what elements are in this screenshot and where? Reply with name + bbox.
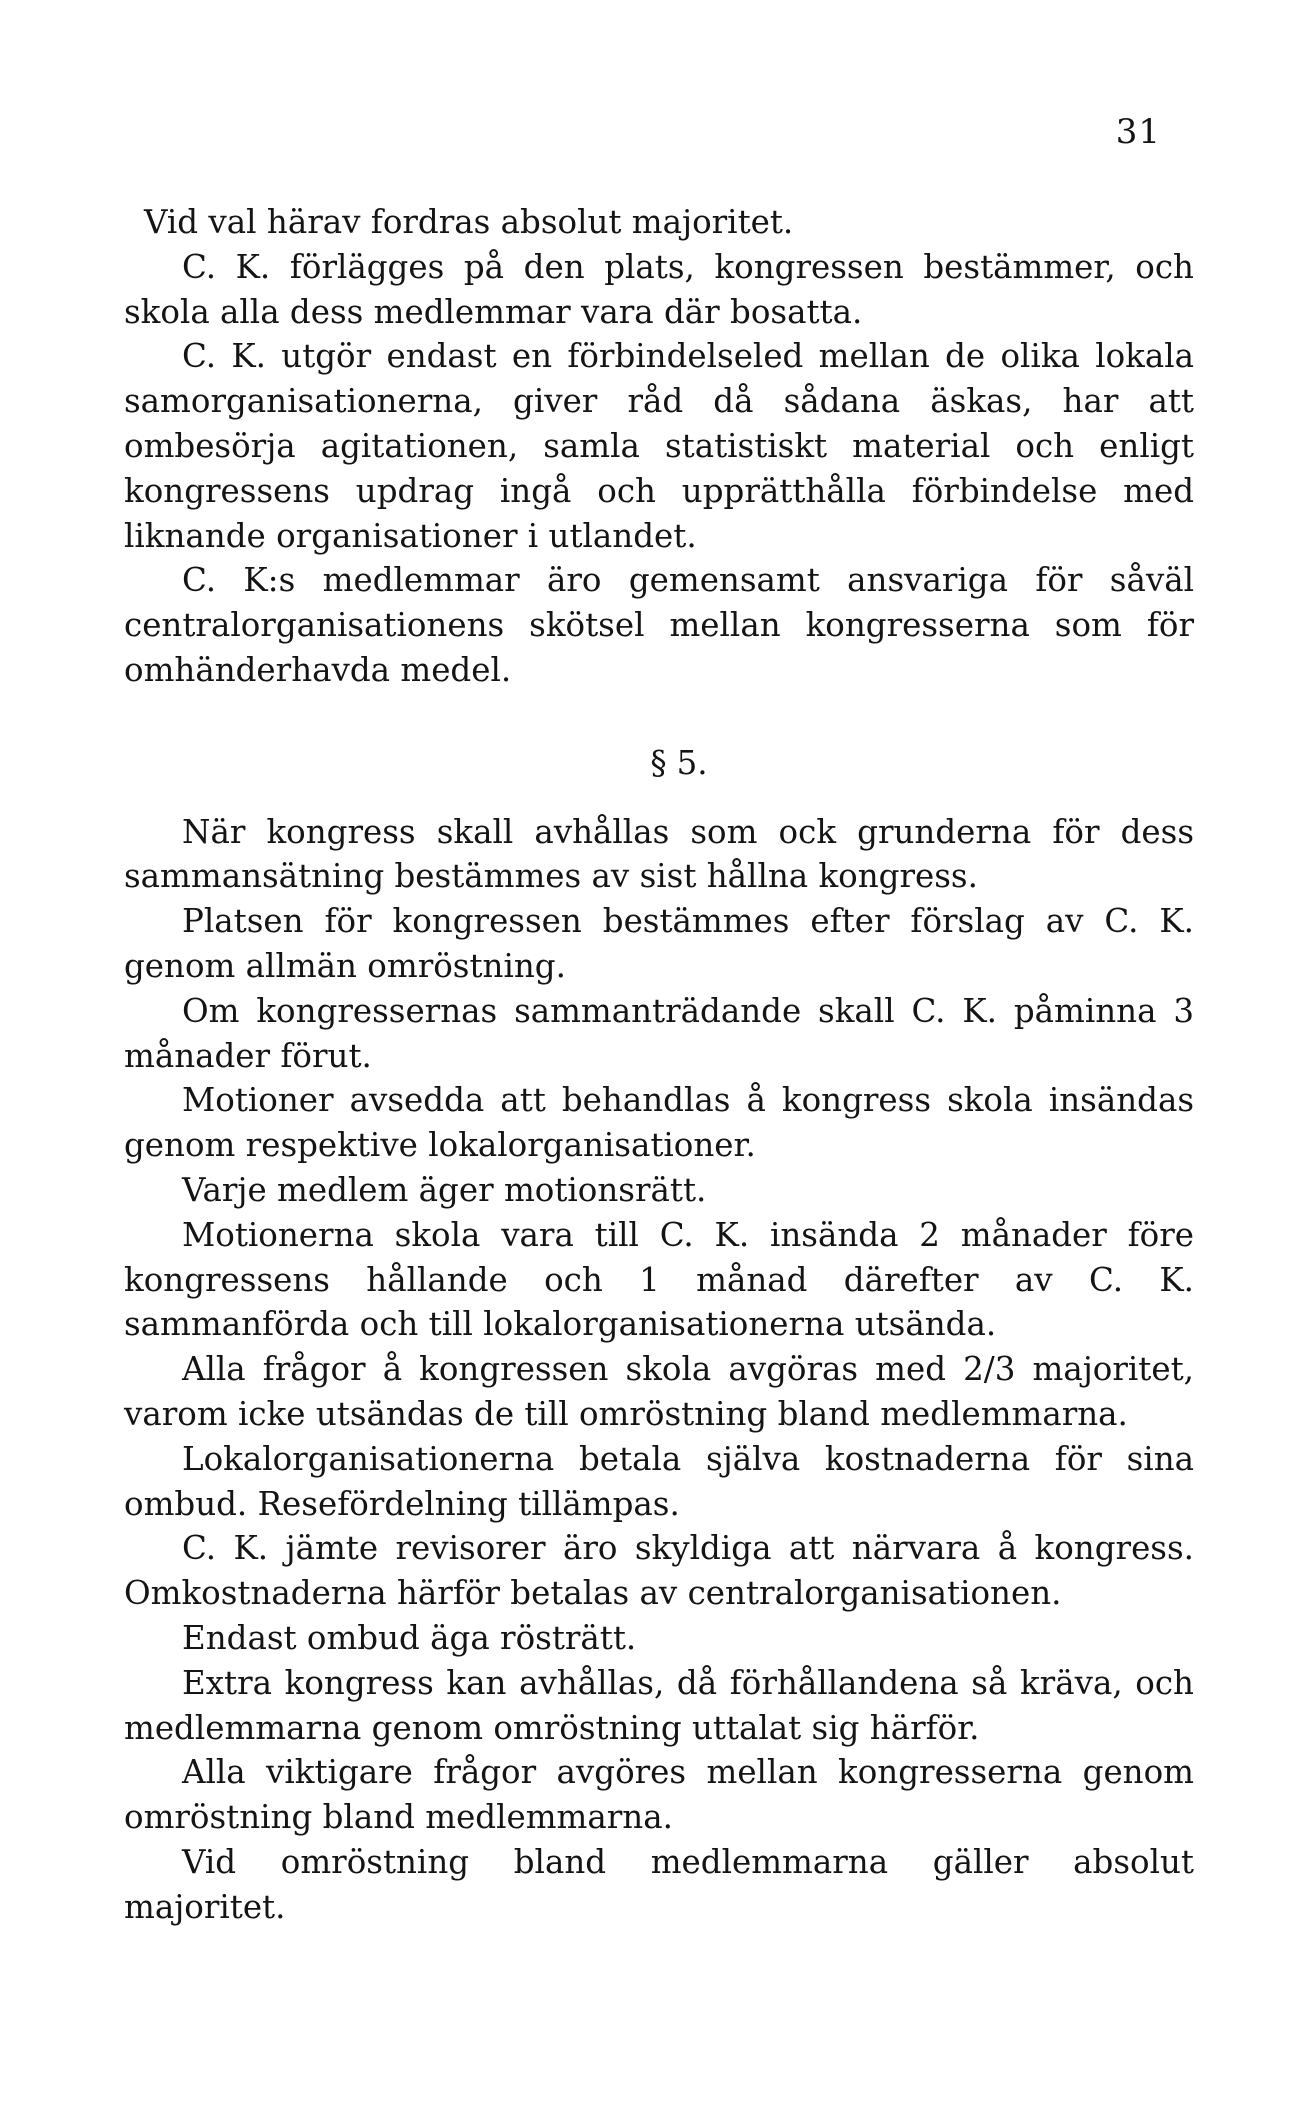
paragraph: Om kongressernas sammanträdande skall C. K. påminna 3 månader förut. xyxy=(124,991,1194,1075)
section-heading xyxy=(124,741,1194,786)
paragraph: Motioner avsedda att behandlas å kongress skola insändas genom respektive lokalorganisationer. xyxy=(124,1081,1194,1165)
section-symbol: § xyxy=(650,743,667,782)
paragraph: Extra kongress kan avhållas, då förhållandena så kräva, och medlemmarna genom omröstning uttalat sig härför. xyxy=(124,1663,1194,1747)
paragraph: Varje medlem äger motionsrätt. xyxy=(182,1170,707,1209)
paragraph: Platsen för kongressen bestämmes efter förslag av C. K. genom allmän omröstning. xyxy=(124,902,1194,985)
paragraph: Vid omröstning bland medlemmarna gäller absolut majoritet. xyxy=(124,1842,1194,1926)
paragraph: C. K:s medlemmar äro gemensamt ansvariga för såväl centralorganisationens skötsel mellan kongresserna som för omhänderhavda medel. xyxy=(124,561,1194,689)
paragraph: C. K. jämte revisorer äro skyldiga att närvara å kongress. Omkostnaderna härför betalas av centralorganisationen. xyxy=(124,1529,1194,1613)
page-body xyxy=(124,200,1194,1929)
paragraph: Motionerna skola vara till C. K. insända 2 månader före kongressens hållande och 1 månad därefter av C. K. sammanförda och till lokalorganisationerna utsända. xyxy=(124,1215,1194,1344)
paragraph: Lokalorganisationerna betala själva kostnaderna för sina ombud. Resefördelning tillämpas. xyxy=(124,1439,1194,1523)
paragraph: C. K. förlägges på den plats, kongressen bestämmer, och skola alla dess medlemmar vara där bosatta. xyxy=(124,247,1194,331)
paragraph: Endast ombud äga rösträtt. xyxy=(182,1618,637,1657)
section-number: 5. xyxy=(676,743,708,782)
page-number: 31 xyxy=(1115,112,1161,152)
paragraph: Alla frågor å kongressen skola avgöras med 2/3 majoritet, varom icke utsändas de till omröstning bland medlemmarna. xyxy=(124,1350,1194,1433)
paragraph: C. K. utgör endast en förbindelseled mellan de olika lokala samorganisationerna, giver råd då sådana äskas, har att ombesörja agitationen, samla statistiskt material och enligt kongressens updrag ingå och upprätthålla förbindelse med liknande organisationer i utlandet. xyxy=(124,337,1194,555)
paragraph: När kongress skall avhållas som ock grunderna för dess sammansätning bestämmes av sist hållna kongress. xyxy=(124,812,1194,896)
paragraph: Alla viktigare frågor avgöres mellan kongresserna genom omröstning bland medlemmarna. xyxy=(124,1753,1194,1837)
paragraph: Vid val härav fordras absolut majoritet. xyxy=(144,203,794,241)
